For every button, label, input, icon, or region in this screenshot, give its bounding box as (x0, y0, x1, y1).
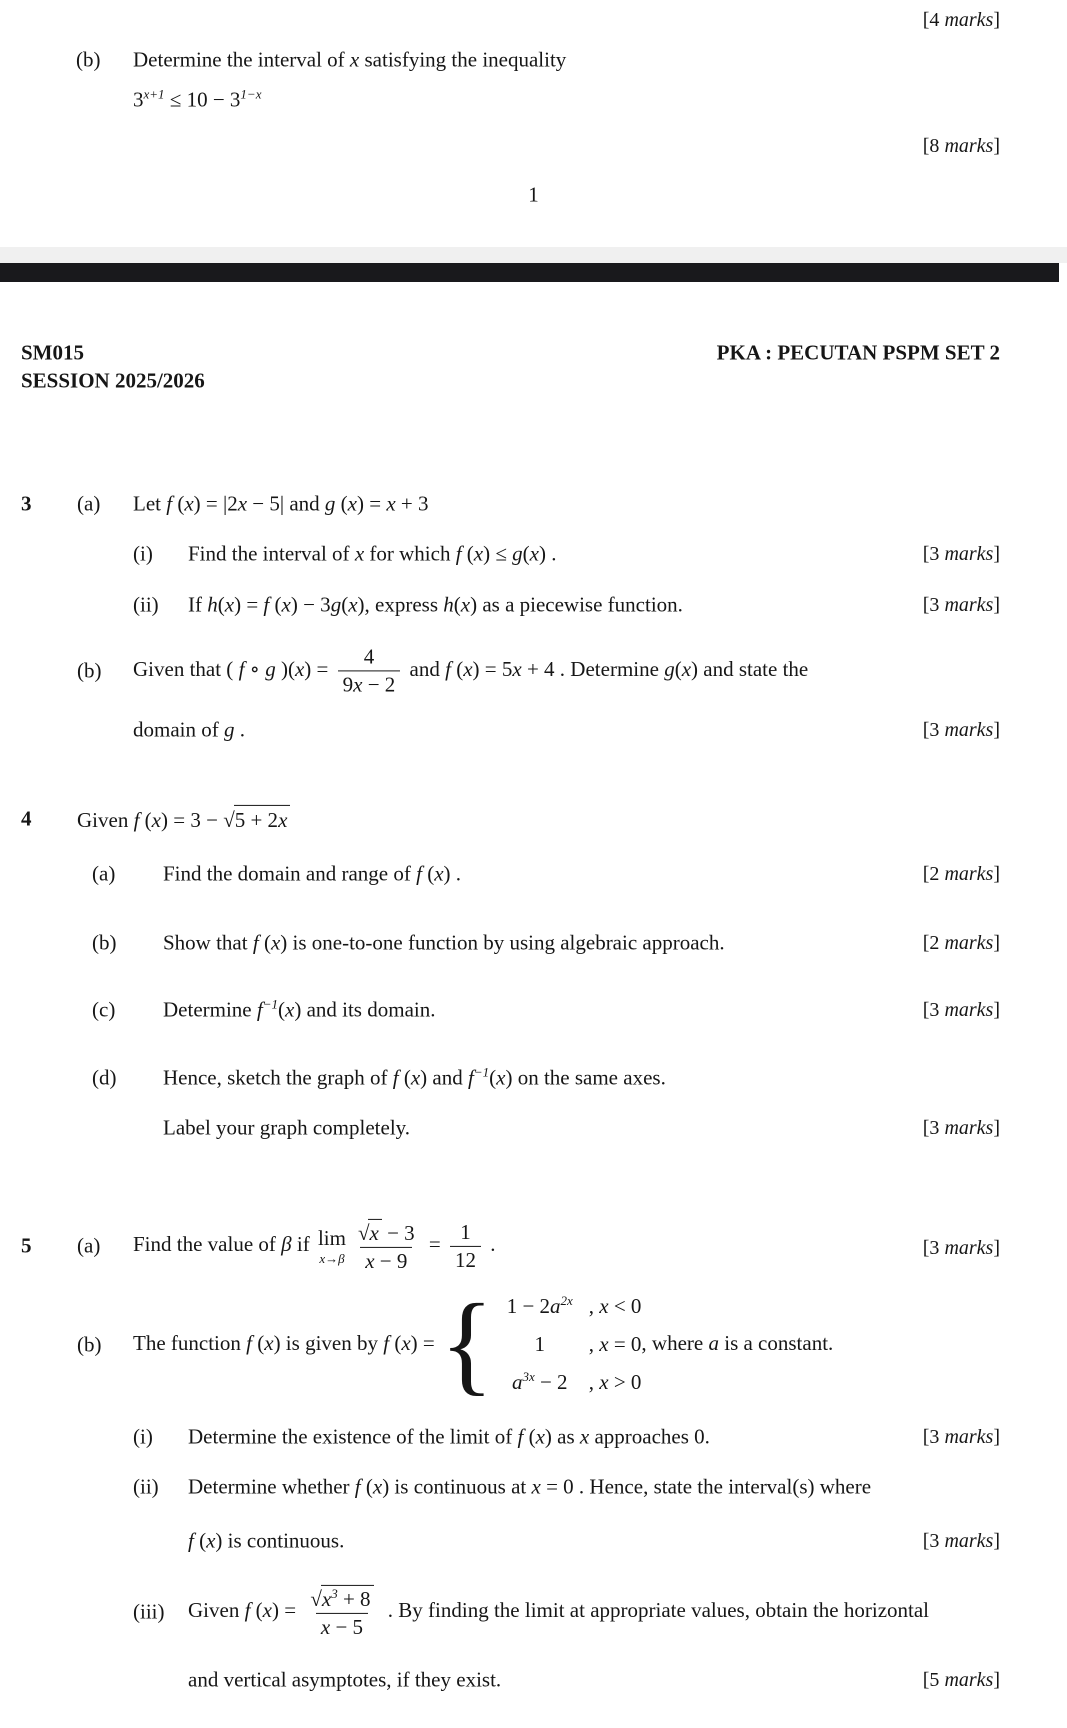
question-text-q4d: Hence, sketch the graph of f (x) and $f^{-1}(x)$ on the same axes. (163, 1064, 666, 1090)
inequality-formula: $3^{x+1} \le 10 - 3^{1-x}$ (133, 86, 262, 112)
marks-label-q5a: [3 marks] (922, 1237, 1000, 1259)
item-label-q3a-i: (i) (133, 541, 153, 566)
question-text-q4a: Find the domain and range of f (x) . (163, 861, 462, 886)
item-label-q4b: (b) (92, 930, 117, 955)
question-text-q3b-cont: domain of g . (133, 717, 245, 742)
question-text-q5a: Find the value of β if lim x→β $\frac{√x - 3}{x - 9}$ = $\frac{1}{12}$ . (133, 1219, 496, 1273)
marks-label-q5b-i: [3 marks] (922, 1426, 1000, 1448)
question-text-q3a-ii: If h(x) = f (x) − 3g(x), express h(x) as a piecewise function. (188, 592, 683, 617)
marks-label-q4c: [3 marks] (922, 999, 1000, 1021)
question-text-q5b-ii-cont: f (x) is continuous. (188, 1528, 345, 1553)
item-label-q3a-ii: (ii) (133, 592, 159, 617)
item-label-q5a: (a) (77, 1233, 101, 1258)
item-label-q4c: (c) (92, 997, 116, 1022)
question-text-q5b-iii-cont: and vertical asymptotes, if they exist. (188, 1667, 502, 1692)
marks-label-q4d: [3 marks] (922, 1117, 1000, 1139)
marks-label-p1-bottom: [8 marks] (922, 135, 1000, 157)
question-text-q3a-i: Find the interval of x for which f (x) ≤ g(x) . (188, 541, 557, 566)
page-edge-shadow (0, 247, 1067, 263)
question-text-q5b-iii: Given f (x) = $\frac{√x^3 + 8}{x - 5}$ . By finding the limit at appropriate values, obtain the horizontal (188, 1585, 929, 1639)
paper-title: PKA : PECUTAN PSPM SET 2 (716, 340, 1000, 365)
page-number: 1 (528, 182, 539, 207)
item-label-q5b-ii: (ii) (133, 1474, 159, 1499)
question-text-q4d-cont: Label your graph completely. (163, 1115, 411, 1140)
item-label-p1-b: (b) (76, 47, 101, 72)
marks-label-q3a-i: [3 marks] (922, 543, 1000, 565)
question-text-p1-b: Determine the interval of x satisfying the inequality (133, 47, 567, 72)
item-label-q3b: (b) (77, 658, 102, 683)
marks-label-q3a-ii: [3 marks] (922, 594, 1000, 616)
question-text-q5b-ii: Determine whether f (x) is continuous at x = 0 . Hence, state the interval(s) where (188, 1474, 872, 1499)
marks-label-q3b: [3 marks] (922, 719, 1000, 741)
question-number-5: 5 (21, 1233, 32, 1258)
marks-label-q4b: [2 marks] (922, 932, 1000, 954)
item-label-q5b-iii: (iii) (133, 1599, 165, 1624)
item-label-q5b: (b) (77, 1332, 102, 1357)
question-text-q4c: Determine $f^{-1}(x)$ and its domain. (163, 996, 436, 1022)
marks-label-q4a: [2 marks] (922, 863, 1000, 885)
question-number-4: 4 (21, 806, 32, 831)
question-text-q4-head: Given f (x) = 3 − √5 + 2x (77, 805, 290, 833)
question-text-q5b: The function f (x) is given by f (x) = { $1 - 2a^{2x}$ , x < 0 1 , x = 0 $a^{3x} - 2$ , x > 0 , where a is a constant. (133, 1282, 834, 1407)
item-label-q4a: (a) (92, 861, 116, 886)
marks-label-q5b-iii: [5 marks] (922, 1669, 1000, 1691)
question-text-q5b-i: Determine the existence of the limit of f (x) as x approaches 0. (188, 1424, 710, 1449)
question-text-q3b: Given that ( f ∘ g )(x) = $\frac{4}{9x - 2}$ and f (x) = 5x + 4 . Determine g(x) and state the (133, 644, 809, 697)
marks-label-p1-top: [4 marks] (922, 9, 1000, 31)
question-text-q3a: Let f (x) = |2x − 5| and g (x) = x + 3 (133, 491, 429, 516)
item-label-q3a: (a) (77, 491, 101, 516)
page-break-band (0, 263, 1059, 282)
item-label-q5b-i: (i) (133, 1424, 153, 1449)
marks-label-q5b-ii: [3 marks] (922, 1530, 1000, 1552)
paper-code: SM015 (21, 340, 84, 365)
question-text-q4b: Show that f (x) is one-to-one function by using algebraic approach. (163, 930, 725, 955)
paper-session: SESSION 2025/2026 (21, 368, 205, 393)
item-label-q4d: (d) (92, 1065, 117, 1090)
question-number-3: 3 (21, 491, 32, 516)
